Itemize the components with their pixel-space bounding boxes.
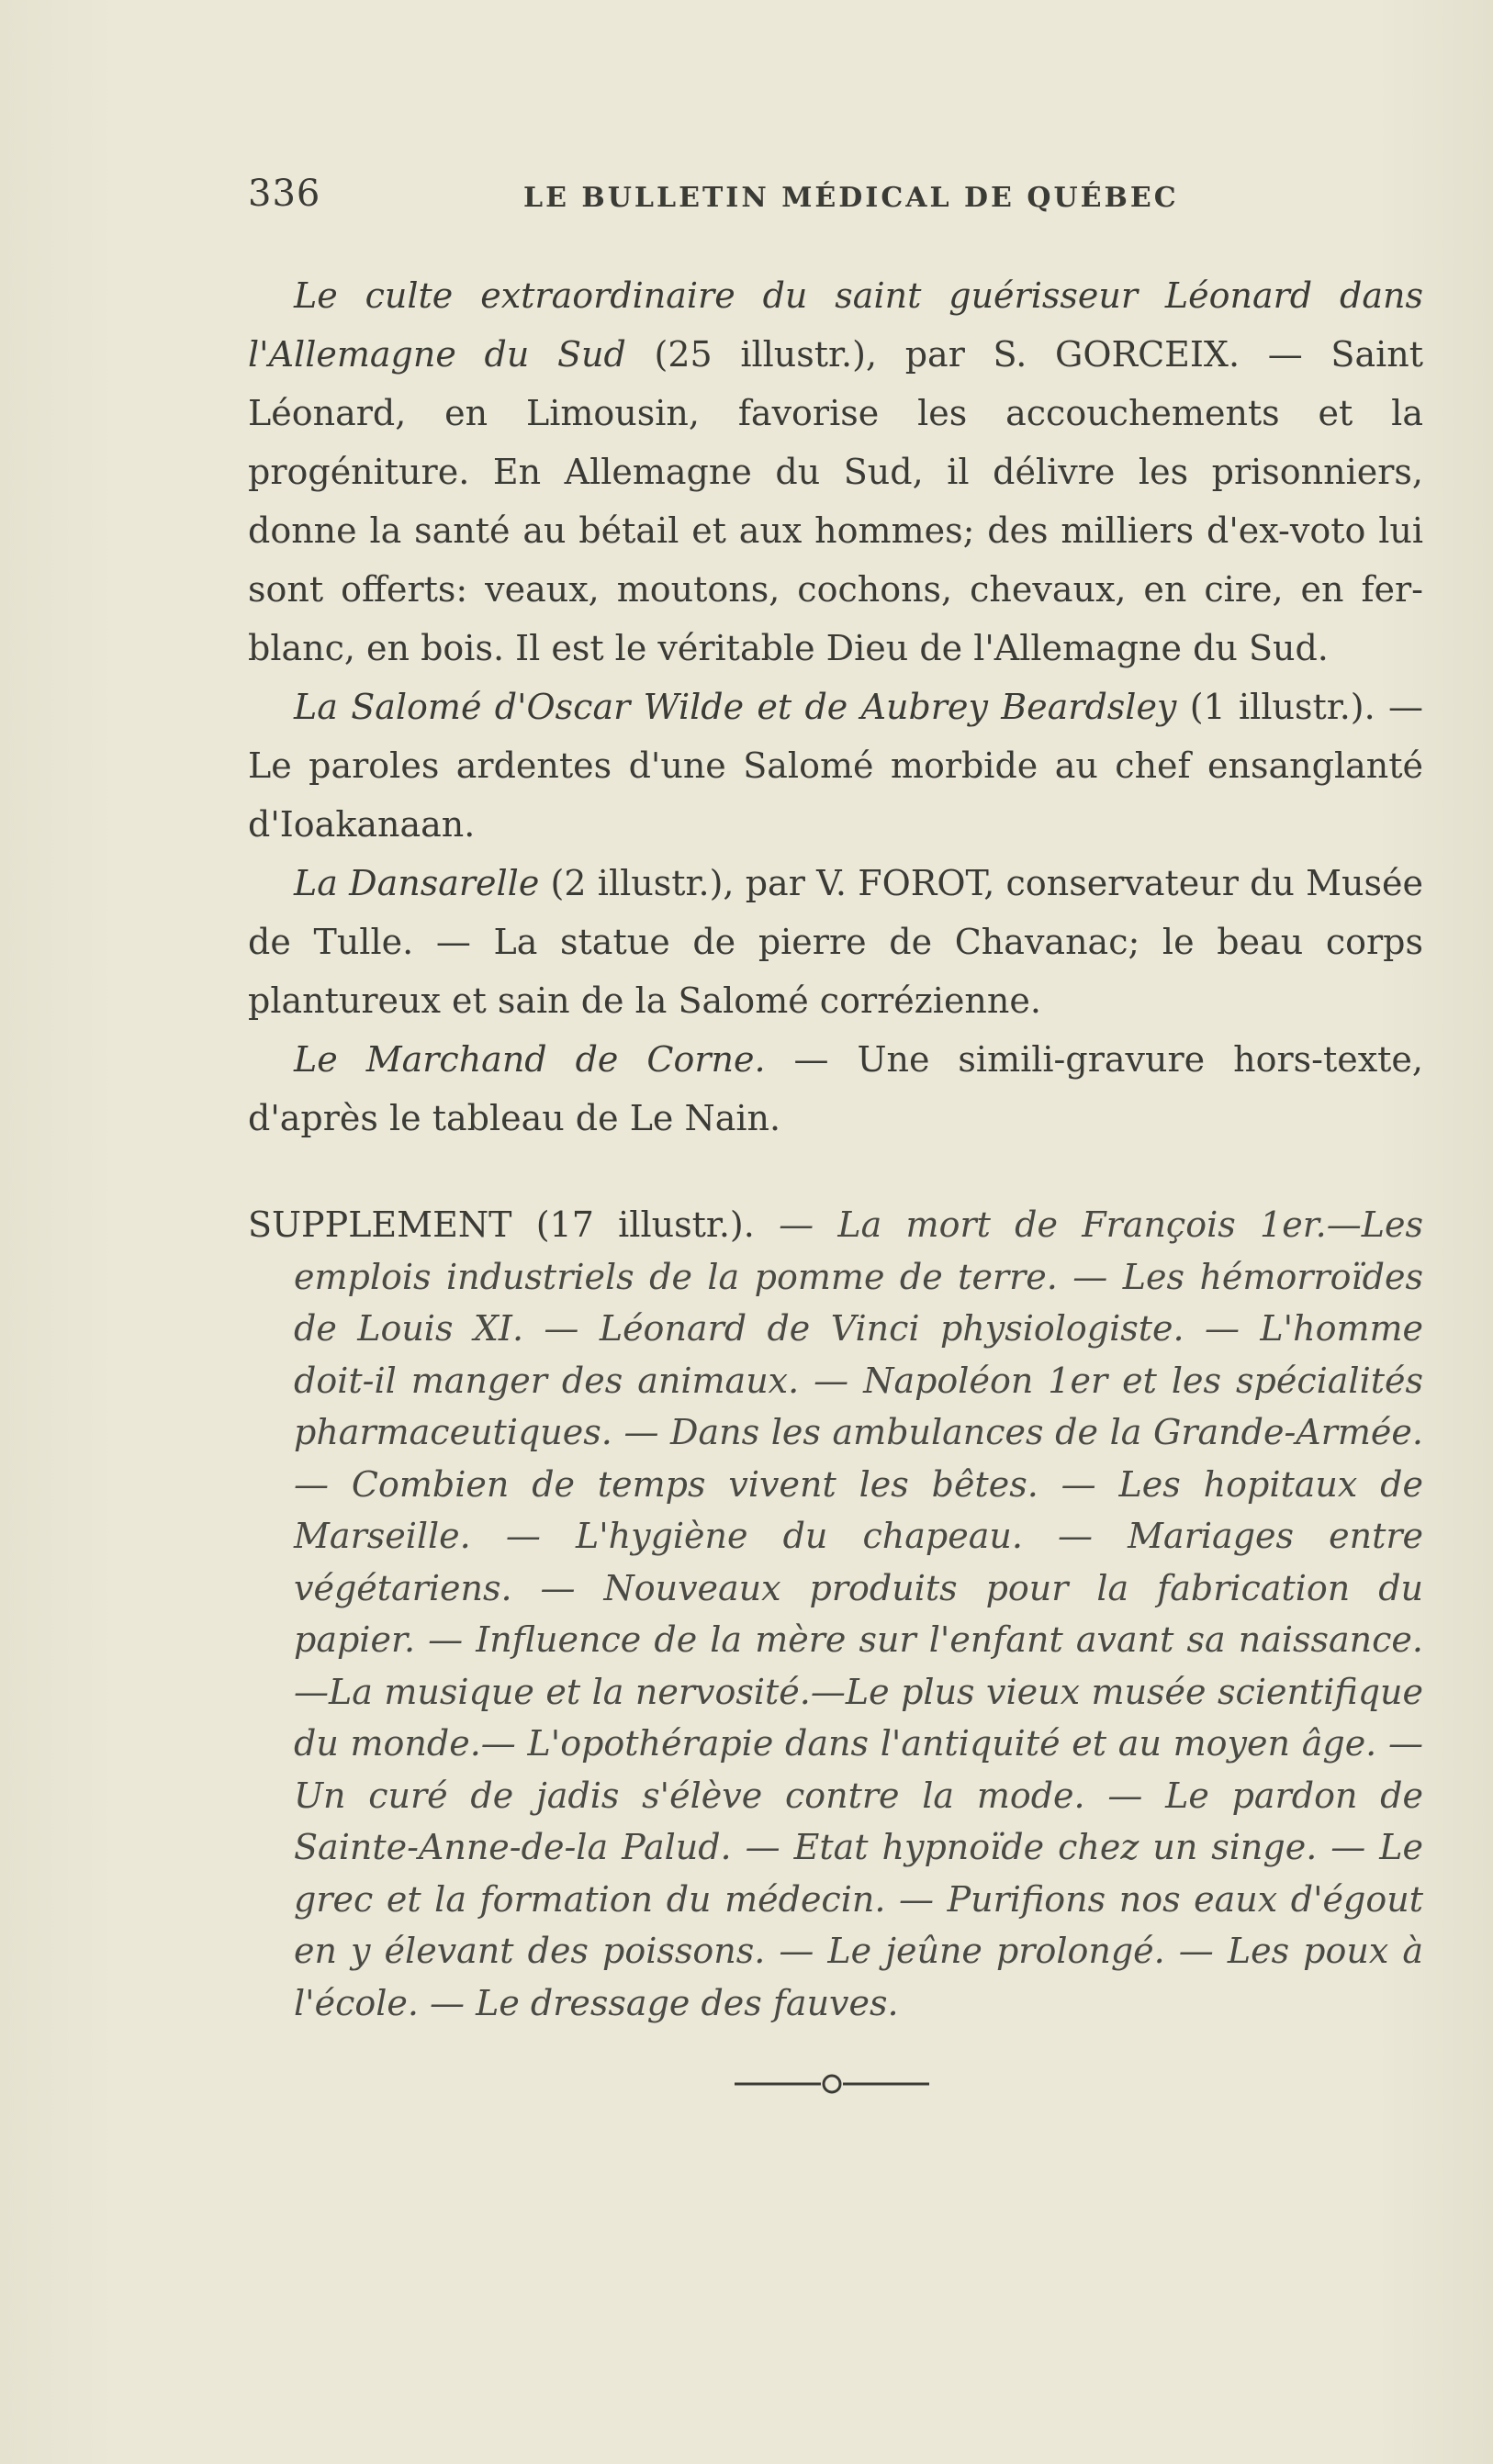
article-title: Le culte extraordinaire du saint guérisseur Léonard dans l'Allemagne du Sud [248, 275, 1423, 375]
paragraph-salome [248, 678, 1423, 854]
article-title: La Dansarelle [294, 863, 540, 903]
article-title: La Salomé d'Oscar Wilde et de Aubrey Beardsley [294, 687, 1177, 727]
article-title: Le Marchand de Corne. [294, 1039, 766, 1080]
page-body [248, 266, 1423, 2029]
supplement-label: SUPPLEMENT (17 illustr.). [248, 1204, 755, 1245]
supplement-paragraph [248, 1199, 1423, 2029]
supplement-items: — La mort de François 1er.—Les emplois industriels de la pomme de terre. — Les hémorroïdes de Louis XI. — Léonard de Vinci physiologiste. — L'homme doit-il manger des animaux. — Napoléon 1er et les spécialités pharmaceutiques. — Dans les ambulances de la Grande-Armée. — Combien de temps vivent les bêtes. — Les hopitaux de Marseille. — L'hygiène du chapeau. — Mariages entre végétariens. — Nouveaux produits pour la fabrication du papier. — Influence de la mère sur l'enfant avant sa naissance.—La musique et la nervosité.—Le plus vieux musée scientifique du monde.— L'opothérapie dans l'antiquité et au moyen âge. — Un curé de jadis s'élève contre la mode. — Le pardon de Sainte-Anne-de-la Palud. — Etat hypnoïde chez un singe. — Le grec et la formation du médecin. — Purifions nos eaux d'égout en y élevant des poissons. — Le jeûne prolongé. — Les poux à l'école. — Le dressage des fauves. [294, 1204, 1423, 2023]
running-head: LE BULLETIN MÉDICAL DE QUÉBEC [523, 182, 1179, 214]
page-number: 336 [248, 173, 321, 215]
page-header [248, 173, 1249, 228]
paragraph-marchand [248, 1030, 1423, 1148]
article-text: (2 illustr.), par V. FOROT, conservateur du Musée de Tulle. — La statue de pierre de Chavanac; le beau corps plantureux et sain de la Salomé corrézienne. [248, 863, 1423, 1021]
paragraph-leonard [248, 266, 1423, 678]
article-text: (25 illustr.), par S. GORCEIX. — Saint Léonard, en Limousin, favorise les accouchements et la progéniture. En Allemagne du Sud, il délivre les prisonniers, donne la santé au bétail et aux hommes; des milliers d'ex-voto lui sont offerts: veaux, moutons, cochons, chevaux, en cire, en fer-blanc, en bois. Il est le véritable Dieu de l'Allemagne du Sud. [248, 334, 1423, 668]
article-text: — Une simili-gravure hors-texte, d'après le tableau de Le Nain. [248, 1039, 1423, 1138]
rule-with-circle-icon [735, 2070, 929, 2098]
article-text: (1 illustr.). — Le paroles ardentes d'une Salomé morbide au chef ensanglanté d'Ioakanaan. [248, 687, 1423, 845]
paragraph-dansarelle [248, 854, 1423, 1030]
